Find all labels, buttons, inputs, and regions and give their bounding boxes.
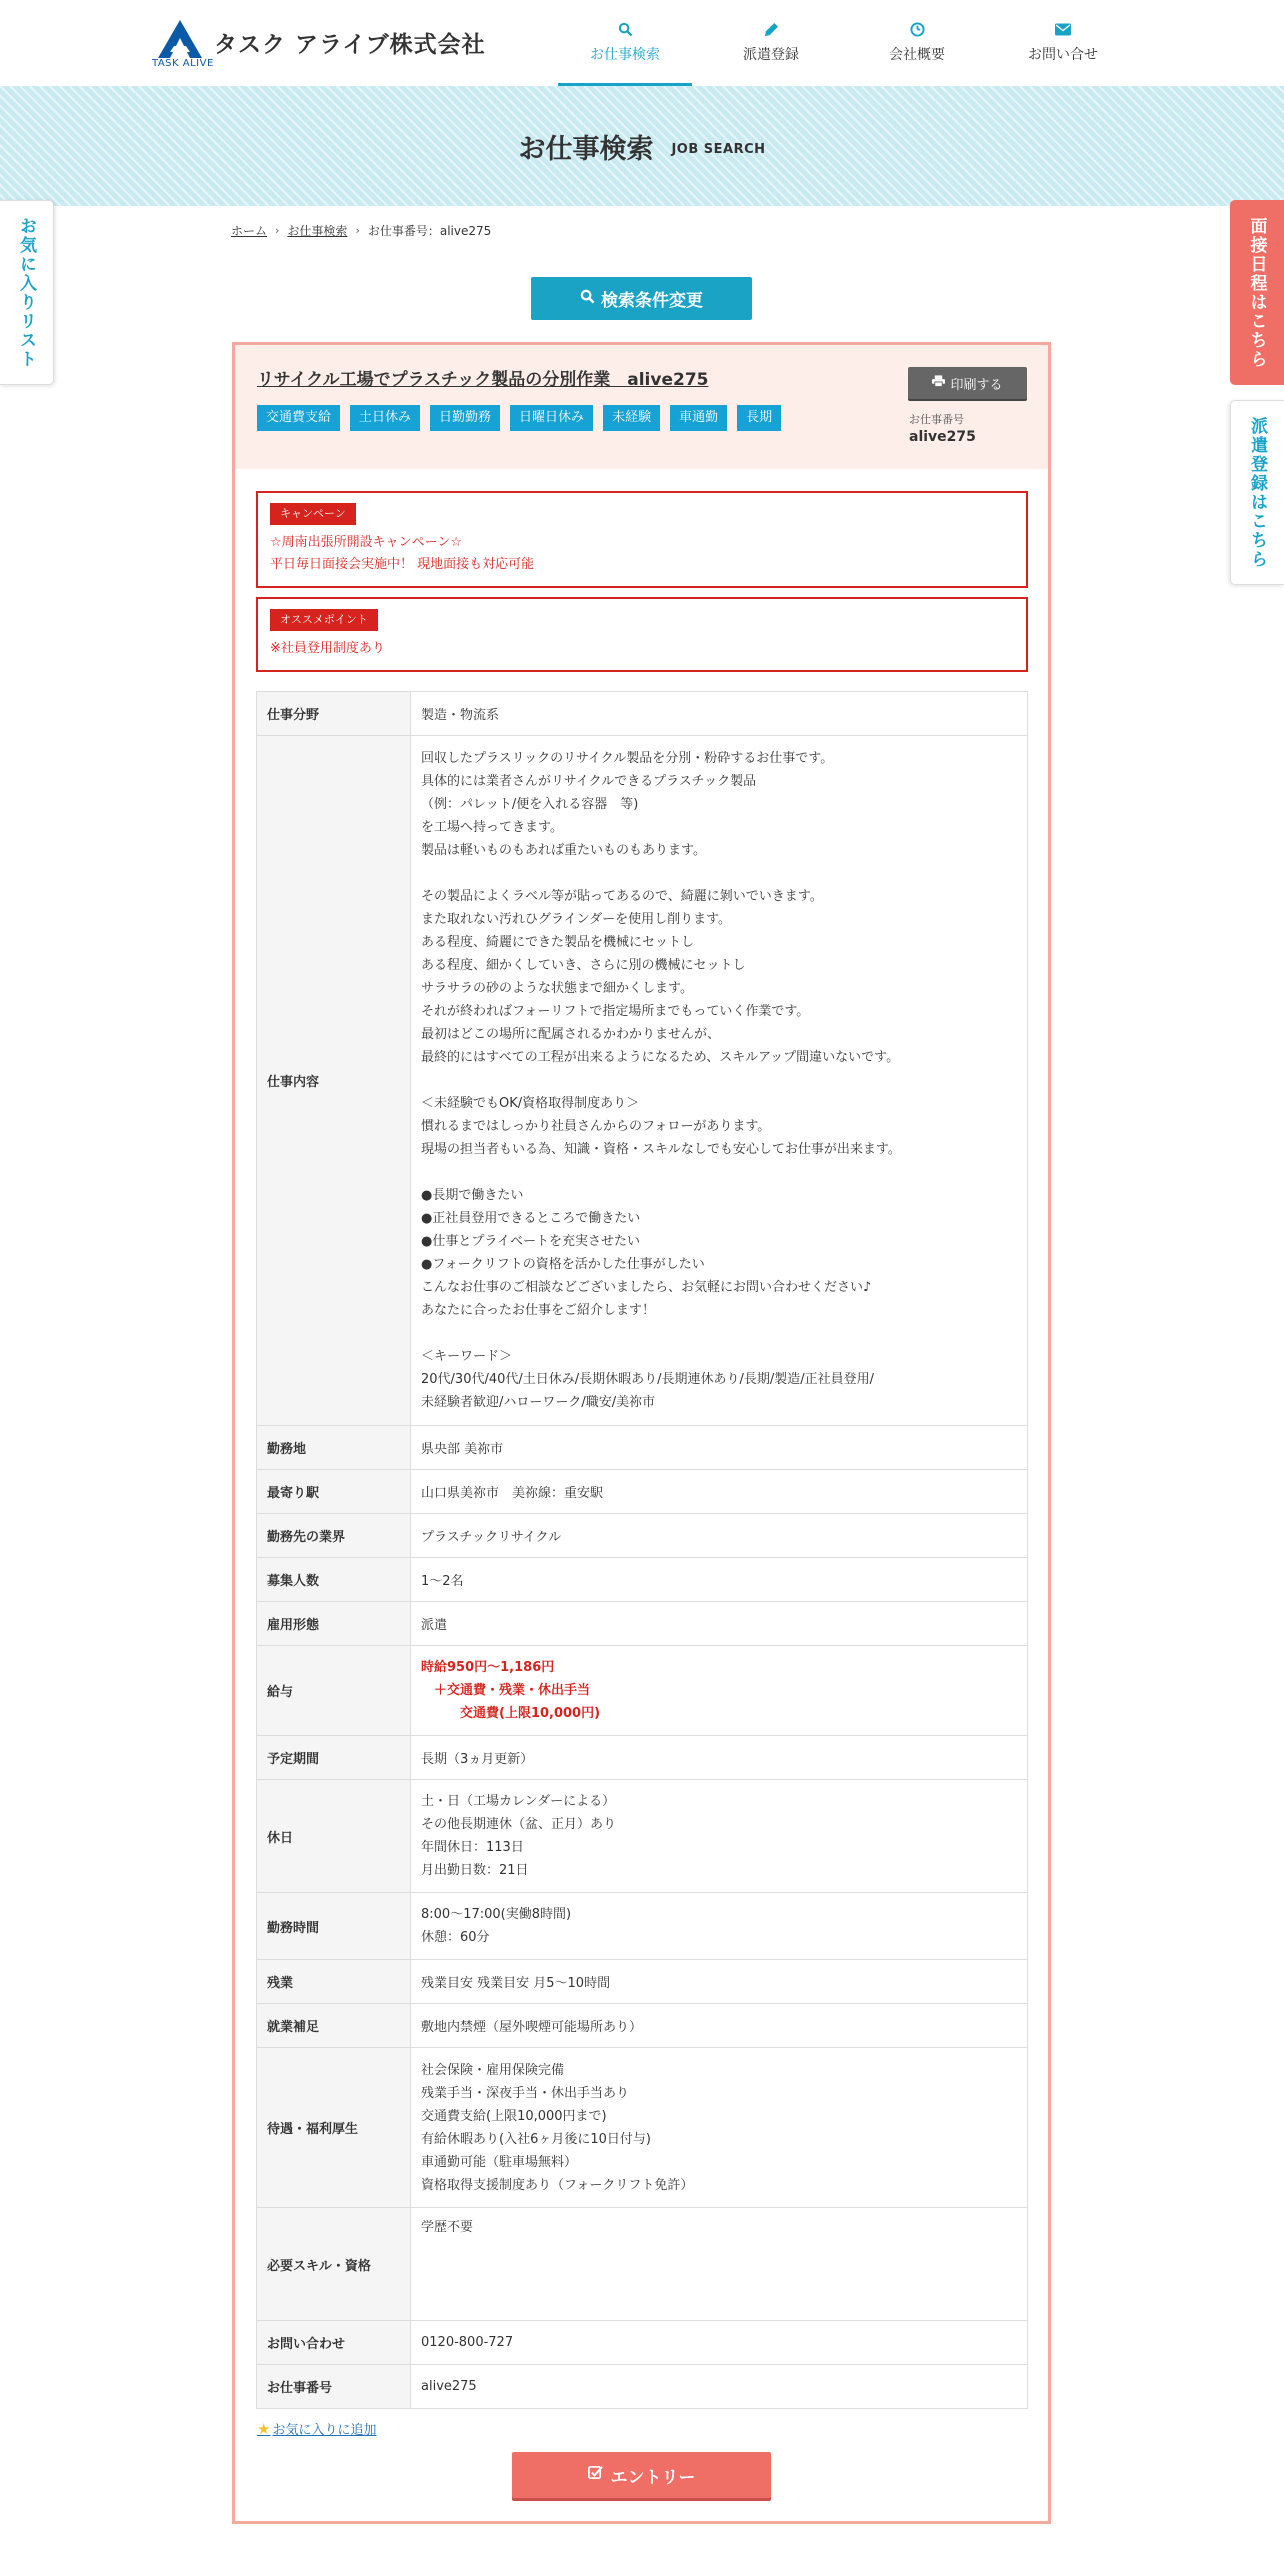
printer-icon — [932, 375, 945, 391]
blank-line — [421, 1069, 1017, 1092]
benefits-cell — [411, 2048, 1028, 2208]
blank-line — [421, 862, 1017, 885]
row-label: 予定期間 — [257, 1736, 411, 1780]
logo-name: タスク アライブ株式会社 — [214, 32, 486, 58]
row-value: 敷地内禁煙（屋外喫煙可能場所あり） — [411, 2004, 1028, 2048]
job-number-label: お仕事番号 — [909, 413, 964, 426]
table-row — [257, 1514, 1028, 1558]
benefits-line: 資格取得支援制度あり（フォークリフト免許） — [421, 2177, 694, 2193]
nav-item-contact[interactable] — [990, 0, 1136, 86]
print-button[interactable] — [908, 367, 1027, 399]
table-row — [257, 1893, 1028, 1960]
change-search-button[interactable] — [531, 277, 752, 320]
print-label: 印刷する — [950, 377, 1003, 393]
table-row — [257, 736, 1028, 1426]
row-label: 勤務先の業界 — [257, 1514, 411, 1558]
hours-cell — [411, 1893, 1028, 1960]
nav-item-job-search[interactable] — [552, 0, 698, 86]
content-line: その製品によくラベル等が貼ってあるので、綺麗に剝いでいきます。 — [421, 889, 823, 904]
add-favorite-link[interactable] — [257, 2419, 376, 2438]
salary-cell — [411, 1646, 1028, 1736]
content-line: ＜未経験でもOK/資格取得制度あり＞ — [421, 1096, 640, 1111]
nav-label: 派遣登録 — [743, 47, 799, 63]
row-value: 派遣 — [411, 1602, 1028, 1646]
content-line: 現場の担当者もいる為、知識・資格・スキルなしでも安心してお仕事が出来ます。 — [421, 1142, 901, 1157]
job-number-value: alive275 — [909, 429, 976, 445]
table-row — [257, 1736, 1028, 1780]
table-row — [257, 2321, 1028, 2365]
page-banner — [0, 86, 1284, 206]
job-tags — [257, 405, 791, 431]
site-header — [0, 0, 1284, 86]
job-tag: 土日休み — [350, 405, 420, 431]
skills-cell — [411, 2208, 1028, 2321]
clock-icon — [910, 22, 925, 40]
row-label: 最寄り駅 — [257, 1470, 411, 1514]
content-line: ●仕事とプライベートを充実させたい — [421, 1234, 640, 1249]
nav-label: 会社概要 — [889, 47, 945, 63]
holidays-line: 土・日（工場カレンダーによる） — [421, 1794, 616, 1809]
job-tag: 日曜日休み — [510, 405, 593, 431]
chevron-right-icon: › — [275, 224, 280, 237]
row-label: 仕事分野 — [257, 692, 411, 736]
row-value: 長期（3ヵ月更新） — [411, 1736, 1028, 1780]
row-value: 0120-800-727 — [411, 2321, 1028, 2365]
job-card-header — [235, 345, 1048, 469]
nav-label: お仕事検索 — [590, 47, 660, 63]
row-label: 雇用形態 — [257, 1602, 411, 1646]
recommend-box — [256, 597, 1028, 672]
content-line: ●フォークリフトの資格を活かした仕事がしたい — [421, 1257, 705, 1272]
job-tag: 長期 — [737, 405, 781, 431]
table-row — [257, 2048, 1028, 2208]
row-value: 1～2名 — [411, 1558, 1028, 1602]
content-line: ある程度、綺麗にできた製品を機械にセットし — [421, 935, 695, 950]
holidays-line: 月出勤日数：21日 — [421, 1863, 529, 1878]
job-content-cell — [411, 736, 1028, 1426]
hours-line: 8:00～17:00(実働8時間) — [421, 1907, 572, 1922]
table-row — [257, 1558, 1028, 1602]
table-row — [257, 2365, 1028, 2409]
content-line: ある程度、細かくしていき、さらに別の機械にセットし — [421, 958, 746, 973]
row-label: 休日 — [257, 1780, 411, 1893]
row-value: 山口県美祢市 美祢線：重安駅 — [411, 1470, 1028, 1514]
blank-line — [421, 1161, 1017, 1184]
holidays-cell — [411, 1780, 1028, 1893]
content-line: ●正社員登用できるところで働きたい — [421, 1211, 641, 1226]
holidays-line: 年間休日：113日 — [421, 1840, 524, 1855]
recommend-badge: オススメポイント — [270, 609, 378, 631]
content-line: 最終的にはすべての工程が出来るようになるため、スキルアップ間違いないです。 — [421, 1050, 900, 1065]
content-line: 慣れるまではしっかり社員さんからのフォローがあります。 — [421, 1119, 771, 1134]
row-label: 給与 — [257, 1646, 411, 1736]
row-label: 必要スキル・資格 — [257, 2208, 411, 2321]
table-row — [257, 1470, 1028, 1514]
nav-item-register[interactable] — [698, 0, 844, 86]
row-value: プラスチックリサイクル — [411, 1514, 1028, 1558]
star-icon: ★ — [257, 2419, 271, 2438]
page-title: お仕事検索 — [518, 133, 654, 165]
search-icon — [580, 289, 595, 308]
benefits-line: 交通費支給(上限10,000円まで) — [421, 2108, 607, 2124]
favorites-list-label: お気に入りリスト — [16, 216, 36, 369]
benefits-line: 車通勤可能（駐車場無料） — [421, 2154, 578, 2170]
salary-line: 交通費(上限10,000円) — [421, 1706, 601, 1721]
search-icon — [618, 22, 633, 40]
content-line: ＜キーワード＞ — [421, 1349, 513, 1364]
benefits-line: 社会保険・雇用保険完備 — [421, 2062, 565, 2078]
skills-line: 学歴不要 — [421, 2220, 474, 2235]
add-favorite-label: お気に入りに追加 — [272, 2423, 377, 2438]
blank-line — [421, 1322, 1017, 1345]
company-logo[interactable] — [150, 18, 486, 72]
checkbox-icon — [588, 2465, 603, 2485]
page-subtitle: JOB SEARCH — [671, 141, 766, 157]
content-line: また取れない汚れひグラインダーを使用し削ります。 — [421, 912, 732, 927]
row-label: 就業補足 — [257, 2004, 411, 2048]
job-details-table — [256, 691, 1028, 2409]
content-line: を工場へ持ってきます。 — [421, 820, 563, 835]
nav-label: お問い合せ — [1028, 47, 1098, 63]
row-label: 仕事内容 — [257, 736, 411, 1426]
job-title[interactable]: リサイクル工場でプラスチック製品の分別作業 alive275 — [257, 370, 709, 390]
logo-subtitle: TASK ALIVE — [152, 58, 214, 69]
favorites-list-tab[interactable] — [0, 200, 54, 385]
campaign-line: ☆周南出張所開設キャンペーン☆ — [270, 535, 463, 550]
content-line: 製品は軽いものもあれば重たいものもあります。 — [421, 843, 706, 858]
content-line: ●長期で働きたい — [421, 1188, 524, 1203]
register-tab[interactable] — [1230, 400, 1284, 585]
nav-item-company[interactable] — [844, 0, 990, 86]
row-value: 残業目安 残業目安 月5～10時間 — [411, 1960, 1028, 2004]
mail-icon — [1055, 22, 1071, 40]
campaign-badge: キャンペーン — [270, 503, 356, 525]
content-line: 具体的には業者さんがリサイクルできるプラスチック製品 — [421, 774, 757, 789]
campaign-line: 平日毎日面接会実施中！ 現地面接も対応可能 — [270, 557, 535, 572]
table-row — [257, 2208, 1028, 2321]
interview-schedule-tab[interactable] — [1230, 200, 1284, 385]
entry-label: エントリー — [610, 2467, 696, 2488]
salary-line: ＋交通費・残業・休出手当 — [421, 1683, 591, 1698]
interview-schedule-label: 面接日程はこちら — [1246, 216, 1267, 369]
content-line: それが終わればフォーリフトで指定場所までもっていく作業です。 — [421, 1004, 810, 1019]
content-line: 未経験者歓迎/ハローワーク/職安/美祢市 — [421, 1395, 656, 1410]
row-label: 勤務地 — [257, 1426, 411, 1470]
job-tag: 日勤勤務 — [430, 405, 500, 431]
content-line: （例：パレット/便を入れる容器 等) — [421, 797, 639, 812]
job-card — [232, 342, 1051, 2524]
job-tag: 未経験 — [603, 405, 660, 431]
breadcrumb-home[interactable]: ホーム — [231, 224, 268, 238]
row-label: 募集人数 — [257, 1558, 411, 1602]
row-value: 製造・物流系 — [411, 692, 1028, 736]
hours-line: 休憩：60分 — [421, 1930, 490, 1945]
row-label: 残業 — [257, 1960, 411, 2004]
row-label: お仕事番号 — [257, 2365, 411, 2409]
content-line: あなたに合ったお仕事をご紹介します！ — [421, 1303, 656, 1318]
content-line: こんなお仕事のご相談などございましたら、お気軽にお問い合わせください♪ — [421, 1280, 872, 1295]
entry-button[interactable] — [512, 2452, 771, 2498]
content-line: 20代/30代/40代/土日休み/長期休暇あり/長期連休あり/長期/製造/正社員登用/ — [421, 1372, 875, 1387]
table-row — [257, 1426, 1028, 1470]
global-nav — [552, 0, 1136, 86]
content-line: サラサラの砂のような状態まで細かくします。 — [421, 981, 693, 996]
chevron-right-icon: › — [355, 224, 360, 237]
campaign-box — [256, 491, 1028, 588]
table-row — [257, 1602, 1028, 1646]
table-row — [257, 692, 1028, 736]
row-value: alive275 — [411, 2365, 1028, 2409]
table-row — [257, 2004, 1028, 2048]
pencil-icon — [764, 22, 779, 40]
content-line: 最初はどこの場所に配属されるかわかりませんが、 — [421, 1027, 721, 1042]
table-row — [257, 1780, 1028, 1893]
register-label: 派遣登録はこちら — [1247, 416, 1267, 569]
row-label: お問い合わせ — [257, 2321, 411, 2365]
row-value: 県央部 美祢市 — [411, 1426, 1028, 1470]
row-label: 勤務時間 — [257, 1893, 411, 1960]
holidays-line: その他長期連休（盆、正月）あり — [421, 1817, 617, 1832]
table-row — [257, 1646, 1028, 1736]
change-search-label: 検索条件変更 — [601, 291, 703, 311]
content-line: 回収したプラスリックのリサイクル製品を分別・粉砕するお仕事です。 — [421, 751, 834, 766]
benefits-line: 有給休暇あり(入社6ヶ月後に10日付与) — [421, 2131, 651, 2147]
job-tag: 車通勤 — [670, 405, 727, 431]
table-row — [257, 1960, 1028, 2004]
breadcrumb-job-search[interactable]: お仕事検索 — [287, 224, 348, 238]
salary-line: 時給950円～1,186円 — [421, 1660, 555, 1675]
row-label: 待遇・福利厚生 — [257, 2048, 411, 2208]
breadcrumb — [231, 222, 491, 239]
breadcrumb-current: お仕事番号：alive275 — [367, 224, 492, 238]
job-tag: 交通費支給 — [257, 405, 340, 431]
benefits-line: 残業手当・深夜手当・休出手当あり — [421, 2085, 630, 2101]
recommend-line: ※社員登用制度あり — [270, 641, 385, 656]
